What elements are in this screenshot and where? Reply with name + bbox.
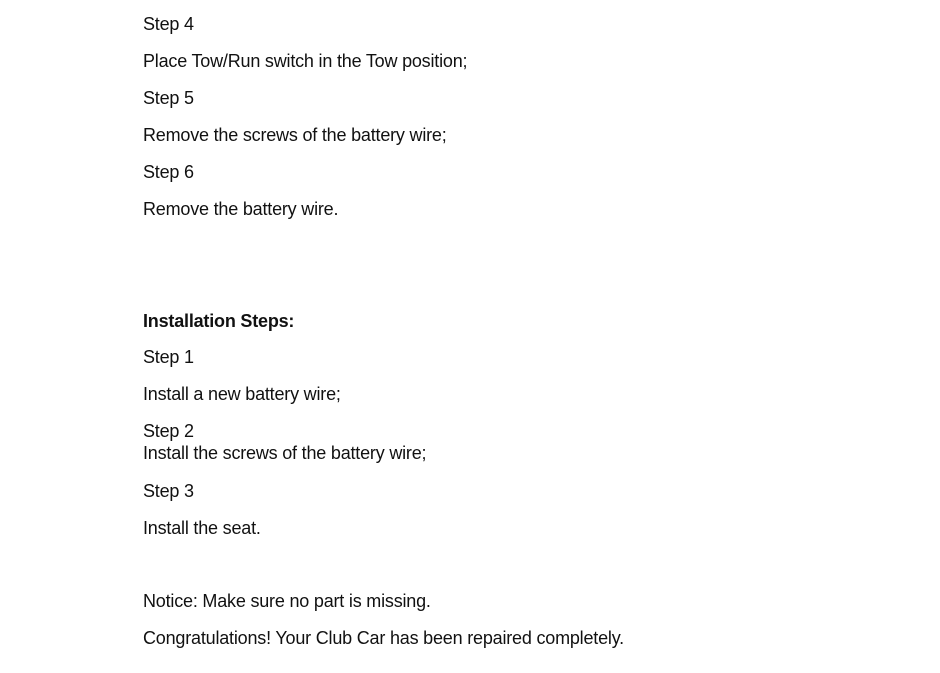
install-step-3-label: Step 3 (143, 481, 194, 501)
install-step-3-text: Install the seat. (143, 518, 261, 538)
removal-step-5-text: Remove the screws of the battery wire; (143, 125, 447, 145)
install-step-1-text: Install a new battery wire; (143, 384, 341, 404)
removal-step-4-text: Place Tow/Run switch in the Tow position; (143, 51, 468, 71)
installation-heading: Installation Steps: (143, 311, 295, 331)
notice-text: Notice: Make sure no part is missing. (143, 591, 431, 611)
install-step-2-text: Install the screws of the battery wire; (143, 443, 427, 463)
congratulations-text: Congratulations! Your Club Car has been repaired completely. (143, 628, 624, 648)
removal-step-6-label: Step 6 (143, 162, 194, 182)
removal-step-5-label: Step 5 (143, 88, 194, 108)
install-step-1-label: Step 1 (143, 347, 194, 367)
removal-step-6-text: Remove the battery wire. (143, 199, 339, 219)
install-step-2-label: Step 2 (143, 421, 194, 441)
removal-step-4-label: Step 4 (143, 14, 194, 34)
